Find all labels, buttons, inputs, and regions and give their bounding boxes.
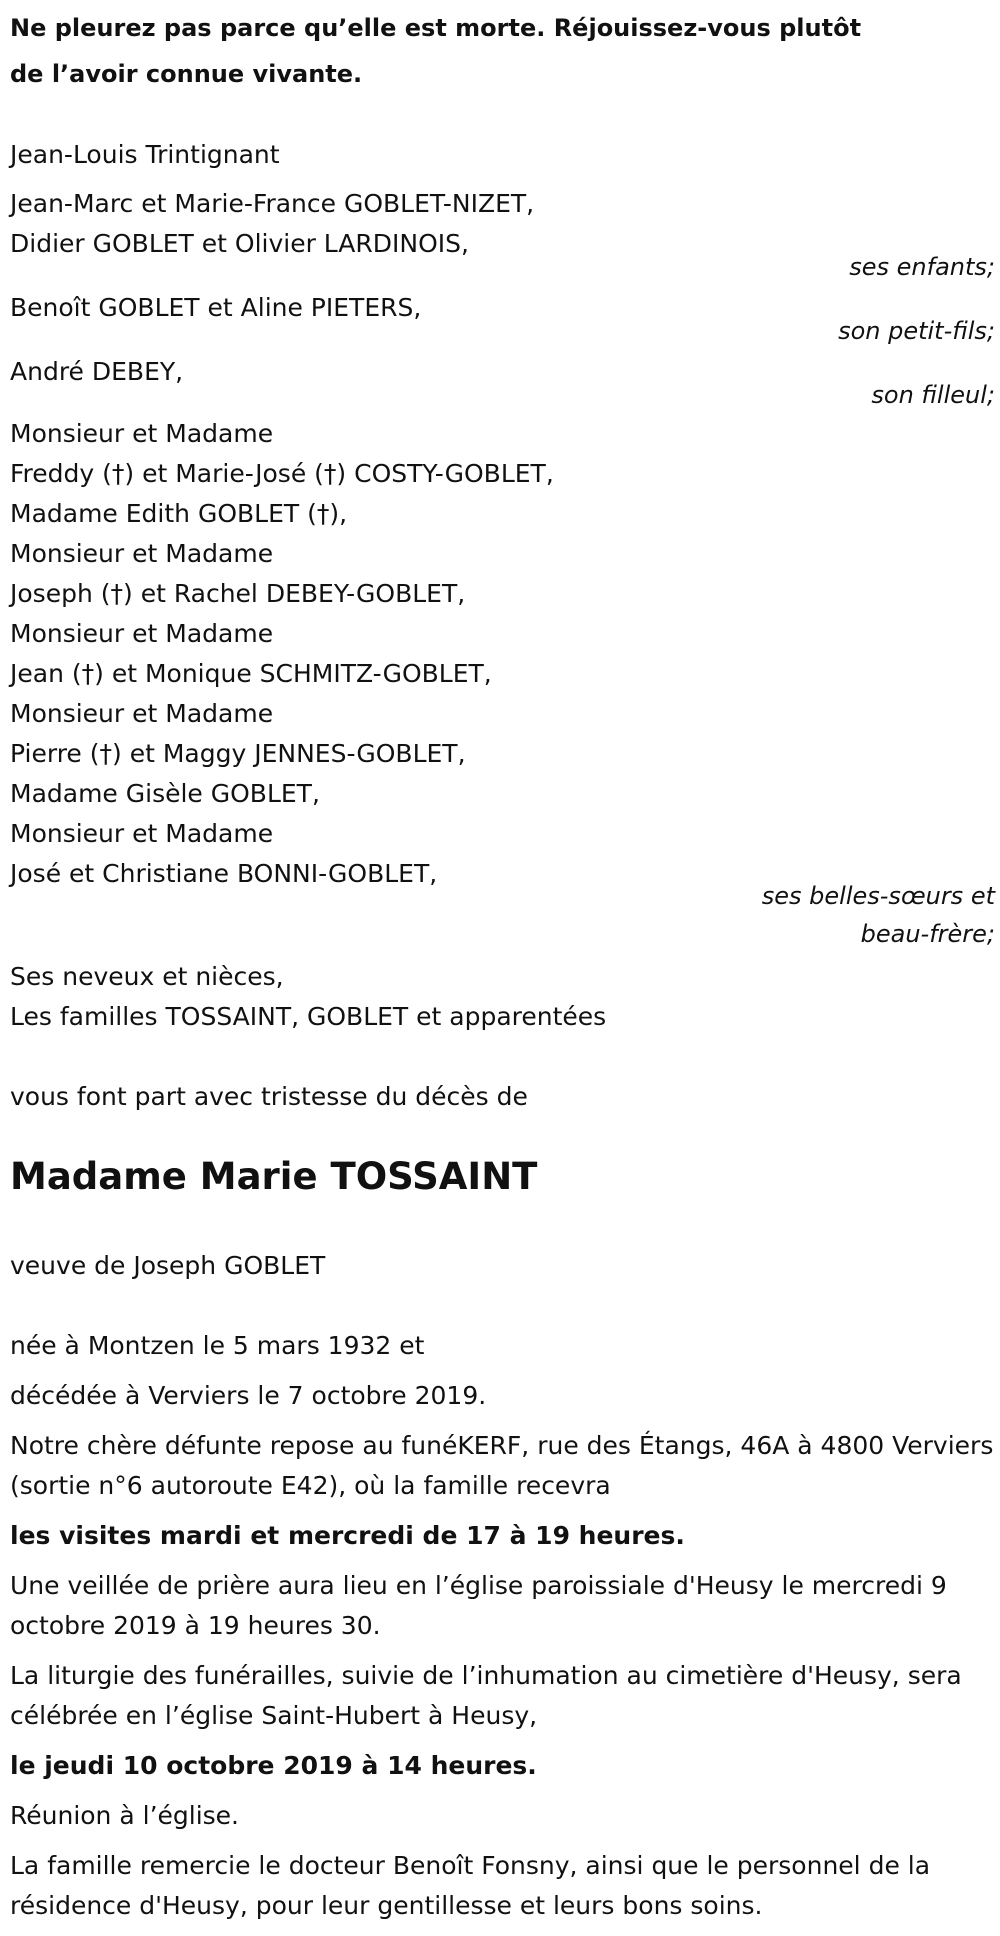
- deceased-name: Madame Marie TOSSAINT: [10, 1155, 538, 1198]
- rest-place: Notre chère défunte repose au funéKERF, rue des Étangs, 46A à 4800 Verviers (sortie n°6 autoroute E42), où la famille recevra: [10, 1431, 994, 1500]
- sibling-line: Joseph (†) et Rachel DEBEY-GOBLET,: [10, 579, 466, 608]
- meeting-info: Réunion à l’église.: [10, 1801, 240, 1830]
- others-line-2: Les familles TOSSAINT, GOBLET et apparentées: [10, 1002, 607, 1031]
- sibling-line: Madame Gisèle GOBLET,: [10, 779, 320, 808]
- epigraph: [10, 5, 995, 97]
- godson-relation: son filleul;: [871, 381, 995, 409]
- others-line-1: Ses neveux et nièces,: [10, 962, 284, 991]
- partner-name: Jean-Louis Trintignant: [10, 140, 280, 169]
- epigraph-line-2: de l’avoir connue vivante.: [10, 60, 363, 88]
- child-line-1: Jean-Marc et Marie-France GOBLET-NIZET,: [10, 189, 535, 218]
- vigil-info: Une veillée de prière aura lieu en l’église paroissiale d'Heusy le mercredi 9 octobre 2019 à 19 heures 30.: [10, 1571, 947, 1640]
- sibling-line: Monsieur et Madame: [10, 419, 274, 448]
- sibling-line: José et Christiane BONNI-GOBLET,: [10, 859, 438, 888]
- sibling-line: Pierre (†) et Maggy JENNES-GOBLET,: [10, 739, 466, 768]
- sibling-line: Monsieur et Madame: [10, 819, 274, 848]
- sibling-line: Monsieur et Madame: [10, 539, 274, 568]
- death-info: décédée à Verviers le 7 octobre 2019.: [10, 1381, 487, 1410]
- sibling-line: Madame Edith GOBLET (†),: [10, 499, 348, 528]
- godson-line: André DEBEY,: [10, 357, 184, 386]
- children-relation: ses enfants;: [849, 253, 995, 281]
- funeral-date: le jeudi 10 octobre 2019 à 14 heures.: [10, 1751, 537, 1780]
- announcement: vous font part avec tristesse du décès de: [10, 1082, 528, 1111]
- siblings-relation-line-2: beau-frère;: [860, 920, 995, 948]
- birth-info: née à Montzen le 5 mars 1932 et: [10, 1331, 425, 1360]
- child-line-2: Didier GOBLET et Olivier LARDINOIS,: [10, 229, 469, 258]
- sibling-line: Monsieur et Madame: [10, 699, 274, 728]
- visits-info: les visites mardi et mercredi de 17 à 19 heures.: [10, 1521, 685, 1550]
- thanks-info: La famille remercie le docteur Benoît Fonsny, ainsi que le personnel de la résidence d'Heusy, pour leur gentillesse et leurs bons soins.: [10, 1851, 931, 1920]
- sibling-line: Freddy (†) et Marie-José (†) COSTY-GOBLET,: [10, 459, 554, 488]
- widow-of: veuve de Joseph GOBLET: [10, 1251, 326, 1280]
- sibling-line: Jean (†) et Monique SCHMITZ-GOBLET,: [10, 659, 492, 688]
- sibling-line: Monsieur et Madame: [10, 619, 274, 648]
- grandchild-line: Benoît GOBLET et Aline PIETERS,: [10, 293, 422, 322]
- epigraph-line-1: Ne pleurez pas parce qu’elle est morte. Réjouissez-vous plutôt: [10, 14, 862, 42]
- grandchild-relation: son petit-fils;: [838, 317, 995, 345]
- siblings-relation-line-1: ses belles-sœurs et: [761, 882, 995, 910]
- liturgy-info: La liturgie des funérailles, suivie de l’inhumation au cimetière d'Heusy, sera célébrée en l’église Saint-Hubert à Heusy,: [10, 1661, 962, 1730]
